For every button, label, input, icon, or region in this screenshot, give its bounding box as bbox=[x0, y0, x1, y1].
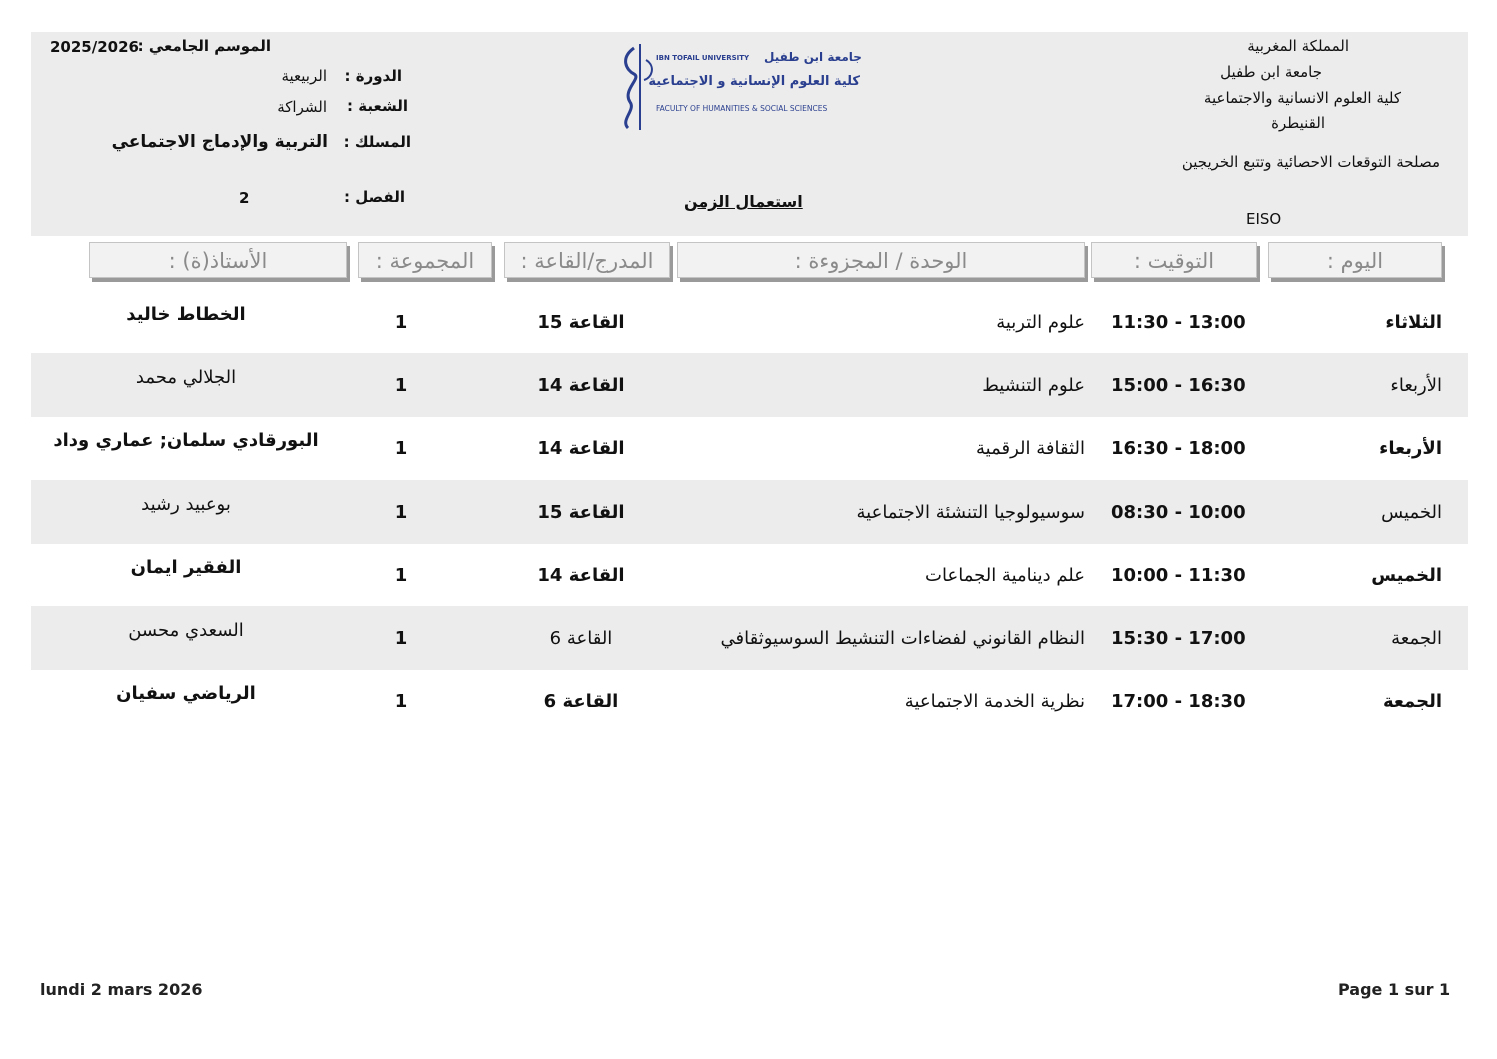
row-room: القاعة 14 bbox=[537, 565, 625, 586]
table-row bbox=[31, 290, 1468, 354]
table-row bbox=[31, 353, 1468, 417]
col-header-professor: الأستاذ(ة) : bbox=[89, 242, 347, 278]
row-day: الجمعة bbox=[1391, 628, 1442, 649]
row-module: سوسيولوجيا التنشئة الاجتماعية bbox=[856, 502, 1085, 523]
logo-en-faculty: FACULTY OF HUMANITIES & SOCIAL SCIENCES bbox=[656, 104, 828, 113]
row-time: 15:00 - 16:30 bbox=[1111, 375, 1246, 396]
season-value: 2025/2026 bbox=[50, 38, 139, 56]
track-label: المسلك : bbox=[343, 133, 411, 151]
session-value: الربيعية bbox=[281, 67, 327, 85]
row-module: الثقافة الرقمية bbox=[976, 438, 1085, 459]
university-logo bbox=[612, 40, 864, 132]
branch-value: الشراكة bbox=[277, 98, 327, 116]
semester-label: الفصل : bbox=[344, 188, 405, 206]
row-module: النظام القانوني لفضاءات التنشيط السوسيوثقافي bbox=[720, 628, 1085, 649]
row-group: 1 bbox=[394, 502, 408, 523]
row-module: علوم التنشيط bbox=[982, 375, 1085, 396]
row-room: القاعة 14 bbox=[537, 438, 625, 459]
logo-ar-faculty: كلية العلوم الإنسانية و الاجتماعية bbox=[648, 74, 860, 89]
row-day: الجمعة bbox=[1382, 691, 1442, 712]
row-group: 1 bbox=[394, 312, 408, 333]
row-day: الخميس bbox=[1371, 565, 1442, 586]
season-label: الموسم الجامعي : bbox=[137, 37, 271, 55]
row-time: 16:30 - 18:00 bbox=[1111, 438, 1246, 459]
row-room: القاعة 6 bbox=[549, 628, 613, 649]
col-header-group: المجموعة : bbox=[358, 242, 492, 278]
row-time: 10:00 - 11:30 bbox=[1111, 565, 1246, 586]
row-time: 11:30 - 13:00 bbox=[1111, 312, 1246, 333]
branch-label: الشعبة : bbox=[347, 97, 408, 115]
row-professor: السعدي محسن bbox=[128, 620, 244, 641]
footer-date: lundi 2 mars 2026 bbox=[40, 980, 203, 999]
row-time: 08:30 - 10:00 bbox=[1111, 502, 1246, 523]
university-text: جامعة ابن طفيل bbox=[1220, 63, 1322, 81]
row-module: نظرية الخدمة الاجتماعية bbox=[904, 691, 1085, 712]
city-text: القنيطرة bbox=[1271, 114, 1325, 132]
row-day: الأربعاء bbox=[1379, 438, 1442, 459]
row-module: علم دينامية الجماعات bbox=[925, 565, 1085, 586]
row-room: القاعة 6 bbox=[543, 691, 619, 712]
row-day: الأربعاء bbox=[1390, 375, 1442, 396]
row-room: القاعة 15 bbox=[537, 502, 625, 523]
table-row bbox=[31, 416, 1468, 480]
row-group: 1 bbox=[394, 565, 408, 586]
row-day: الخميس bbox=[1381, 502, 1442, 523]
row-room: القاعة 14 bbox=[537, 375, 625, 396]
row-professor: الرياضي سفيان bbox=[116, 683, 256, 704]
row-module: علوم التربية bbox=[996, 312, 1085, 333]
semester-value: 2 bbox=[239, 189, 250, 207]
schedule-title: استعمال الزمن bbox=[684, 192, 803, 211]
row-professor: الفقير ايمان bbox=[130, 557, 242, 578]
table-row bbox=[31, 480, 1468, 544]
row-professor: الخطاط خاليد bbox=[126, 304, 246, 325]
row-group: 1 bbox=[394, 628, 408, 649]
table-row bbox=[31, 669, 1468, 733]
code-text: EISO bbox=[1246, 210, 1282, 228]
row-time: 15:30 - 17:00 bbox=[1111, 628, 1246, 649]
col-header-room: المدرج/القاعة : bbox=[504, 242, 670, 278]
row-time: 17:00 - 18:30 bbox=[1111, 691, 1246, 712]
col-header-time: التوقيت : bbox=[1091, 242, 1257, 278]
table-row bbox=[31, 543, 1468, 607]
row-professor: الجلالي محمد bbox=[135, 367, 237, 388]
row-professor: البورقادي سلمان; عماري وداد bbox=[53, 430, 319, 451]
logo-ar-name: جامعة ابن طفيل bbox=[764, 50, 862, 64]
row-professor: بوعبيد رشيد bbox=[141, 494, 231, 515]
row-room: القاعة 15 bbox=[537, 312, 625, 333]
table-row bbox=[31, 606, 1468, 670]
row-day: الثلاثاء bbox=[1385, 312, 1442, 333]
row-group: 1 bbox=[394, 375, 408, 396]
track-value: التربية والإدماج الاجتماعي bbox=[111, 132, 328, 152]
service-text: مصلحة التوقعات الاحصائية وتتبع الخريجين bbox=[1181, 153, 1440, 171]
row-group: 1 bbox=[394, 438, 408, 459]
row-group: 1 bbox=[394, 691, 408, 712]
footer-page: Page 1 sur 1 bbox=[1338, 980, 1451, 999]
kingdom-text: المملكة المغربية bbox=[1247, 37, 1349, 55]
logo-en-name: IBN TOFAIL UNIVERSITY bbox=[656, 54, 750, 62]
session-label: الدورة : bbox=[344, 67, 402, 85]
col-header-day: اليوم : bbox=[1268, 242, 1442, 278]
faculty-text: كلية العلوم الانسانية والاجتماعية bbox=[1203, 89, 1401, 107]
col-header-module: الوحدة / المجزوءة : bbox=[677, 242, 1085, 278]
